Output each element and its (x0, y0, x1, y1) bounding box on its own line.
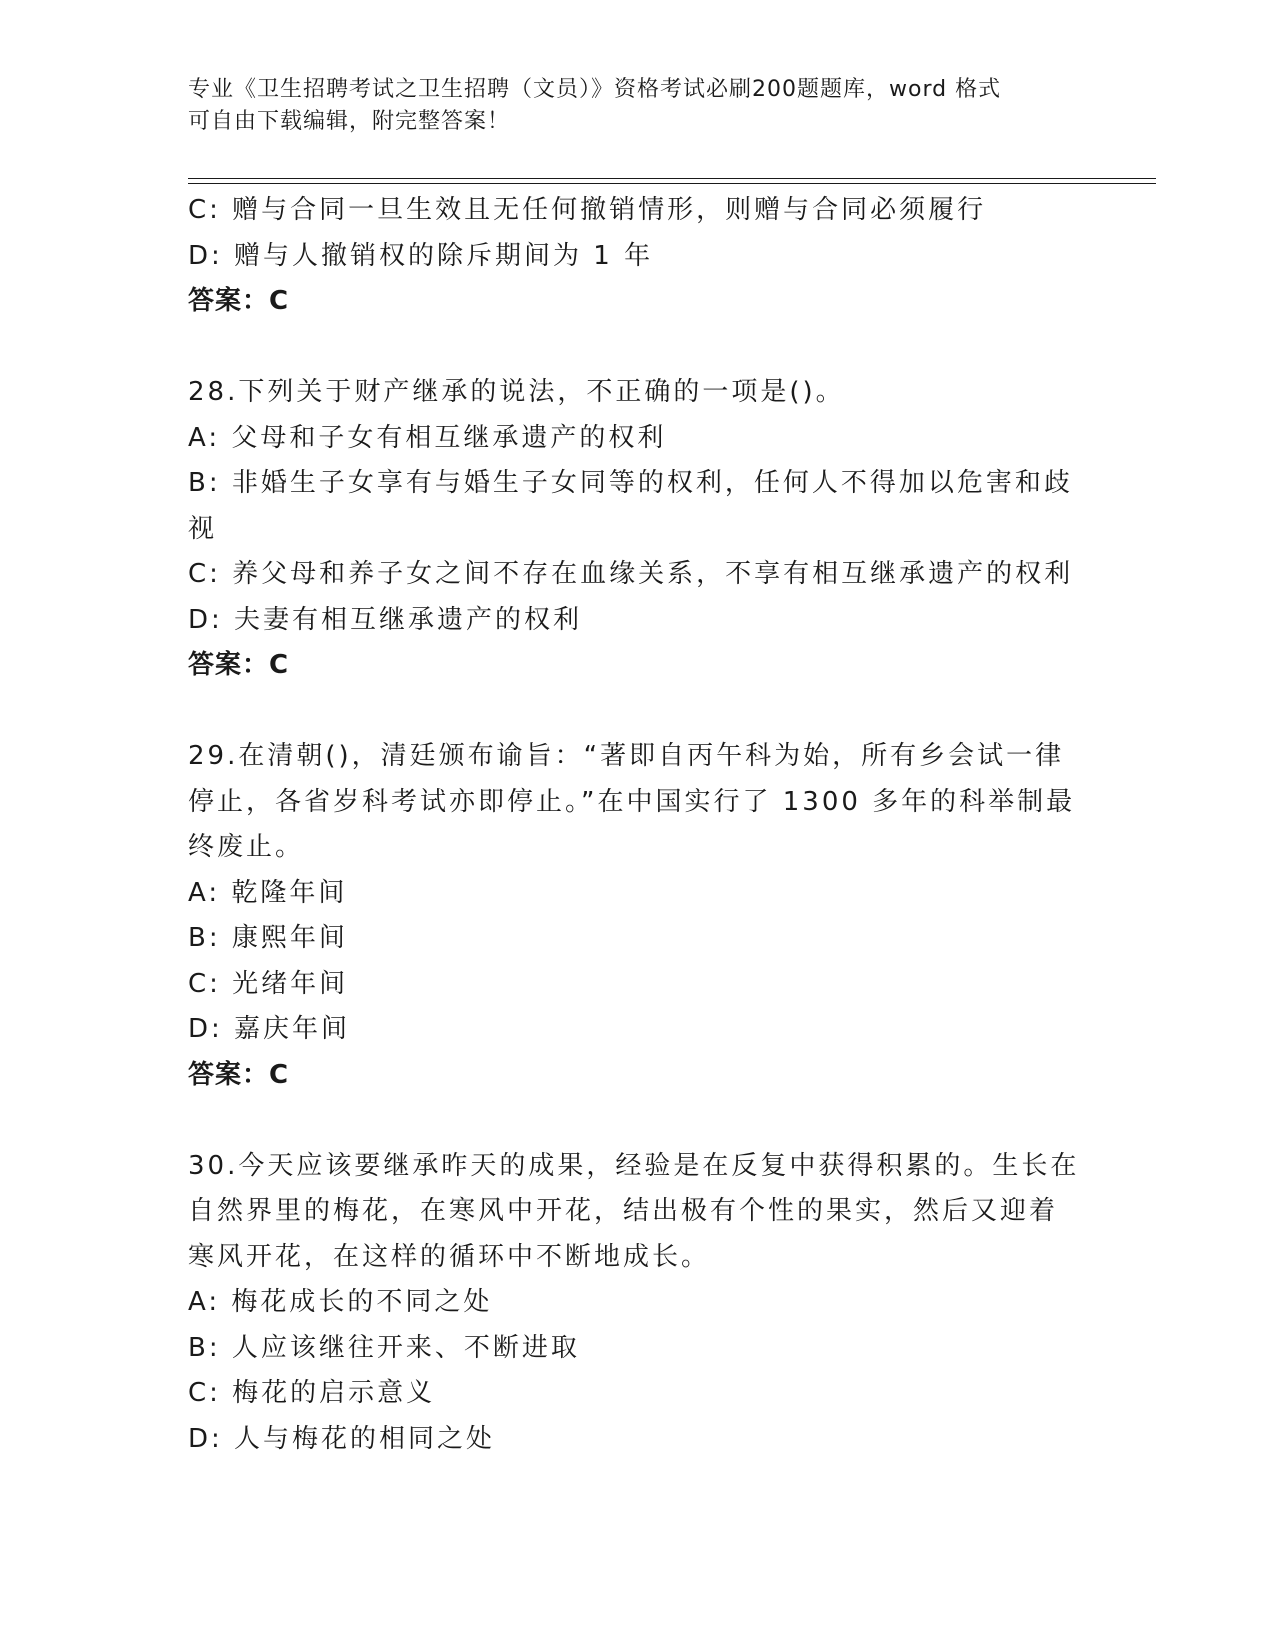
option-a: A: 父母和子女有相互继承遗产的权利 (188, 422, 667, 453)
answer: 答案：C (188, 286, 290, 316)
question-29 (188, 734, 1088, 1098)
spacer (188, 325, 1088, 371)
header-divider-bottom (188, 183, 1156, 184)
header-title-line-1: 专业《卫生招聘考试之卫生招聘（文员）》资格考试必刷200题题库，word 格式 (188, 77, 1002, 102)
option-c: C: 梅花的启示意义 (188, 1378, 436, 1408)
option-b: B: 非婚生子女享有与婚生子女同等的权利，任何人不得加以危害和歧 (188, 468, 1073, 498)
option-d: D: 人与梅花的相同之处 (188, 1423, 496, 1454)
spacer (188, 689, 1088, 735)
question-stem-continued: 自然界里的梅花，在寒风中开花，结出极有个性的果实，然后又迎着 (188, 1196, 1059, 1226)
option-d: D: 赠与人撤销权的除斥期间为 1 年 (188, 240, 654, 271)
document-header (188, 74, 1068, 138)
question-stem: 30.今天应该要继承昨天的成果，经验是在反复中获得积累的。生长在 (188, 1150, 1080, 1181)
option-c: C: 光绪年间 (188, 968, 349, 999)
question-27-continued (188, 188, 1088, 325)
question-stem-continued: 终废止。 (188, 832, 305, 862)
header-divider-top (188, 178, 1156, 179)
question-stem: 29.在清朝()，清廷颁布谕旨：“著即自丙午科为始，所有乡会试一律 (188, 741, 1065, 771)
question-30 (188, 1144, 1088, 1463)
question-stem: 28.下列关于财产继承的说法，不正确的一项是()。 (188, 377, 845, 407)
option-c: C: 养父母和养子女之间不存在血缘关系，不享有相互继承遗产的权利 (188, 559, 1074, 589)
option-a: A: 乾隆年间 (188, 877, 348, 908)
answer: 答案：C (188, 650, 290, 680)
header-title-line-2: 可自由下载编辑，附完整答案！ (188, 109, 511, 134)
question-content (188, 188, 1088, 1462)
option-b: B: 康熙年间 (188, 923, 348, 953)
question-stem-continued: 停止，各省岁科考试亦即停止。”在中国实行了 1300 多年的科举制最 (188, 786, 1076, 817)
option-b-continued: 视 (188, 513, 218, 544)
spacer (188, 1098, 1088, 1144)
question-stem-continued: 寒风开花，在这样的循环中不断地成长。 (188, 1241, 711, 1272)
option-d: D: 夫妻有相互继承遗产的权利 (188, 604, 583, 635)
answer: 答案：C (188, 1059, 290, 1090)
option-b: B: 人应该继往开来、不断进取 (188, 1332, 580, 1363)
option-c: C: 赠与合同一旦生效且无任何撤销情形，则赠与合同必须履行 (188, 195, 987, 225)
option-a: A: 梅花成长的不同之处 (188, 1287, 493, 1317)
question-28 (188, 370, 1088, 689)
option-d: D: 嘉庆年间 (188, 1014, 351, 1044)
